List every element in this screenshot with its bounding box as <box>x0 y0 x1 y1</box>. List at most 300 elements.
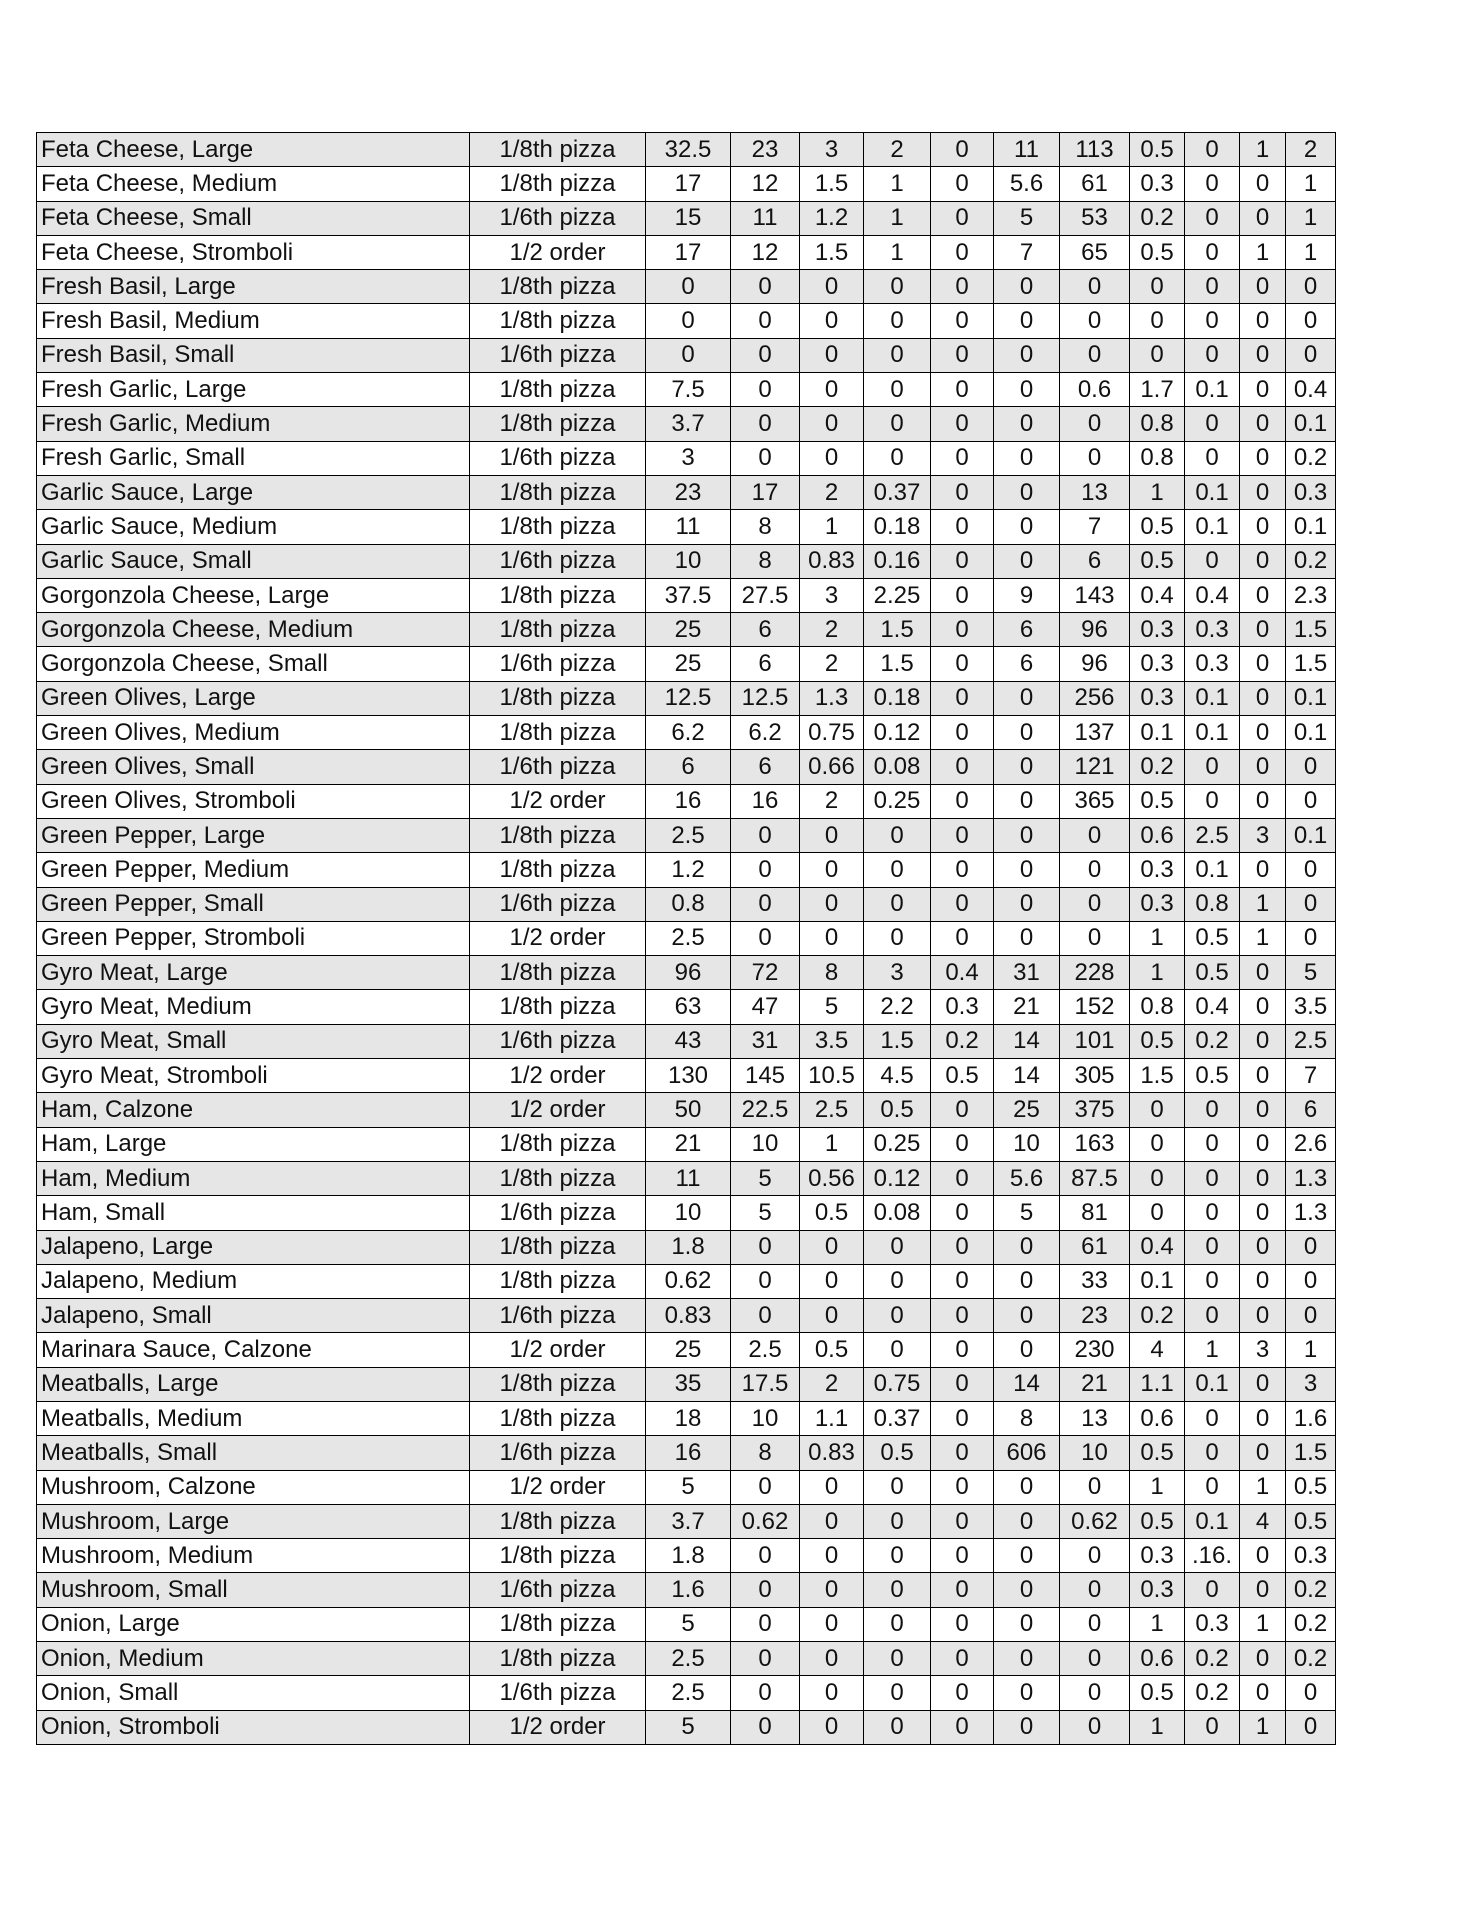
value-cell: 113 <box>1060 133 1130 167</box>
value-cell: 0 <box>1240 681 1286 715</box>
value-cell: 0 <box>864 1230 931 1264</box>
value-cell: 0 <box>864 1539 931 1573</box>
value-cell: 21 <box>646 1127 731 1161</box>
value-cell: 0 <box>931 235 994 269</box>
value-cell: 1 <box>1240 235 1286 269</box>
value-cell: 1 <box>1130 1710 1185 1744</box>
value-cell: 0 <box>931 1539 994 1573</box>
value-cell: 6.2 <box>731 716 800 750</box>
value-cell: 0 <box>1240 1642 1286 1676</box>
value-cell: 3 <box>1286 1367 1336 1401</box>
serving-size-cell: 1/8th pizza <box>470 1367 646 1401</box>
serving-size-cell: 1/8th pizza <box>470 1539 646 1573</box>
value-cell: 14 <box>994 1367 1060 1401</box>
value-cell: 96 <box>1060 647 1130 681</box>
value-cell: 0 <box>1060 1676 1130 1710</box>
value-cell: 0 <box>864 853 931 887</box>
value-cell: 0 <box>800 818 864 852</box>
item-name-cell: Green Pepper, Small <box>37 887 470 921</box>
serving-size-cell: 1/8th pizza <box>470 1401 646 1435</box>
value-cell: 0 <box>800 373 864 407</box>
table-row <box>37 921 1336 955</box>
value-cell: 0.5 <box>1130 1436 1185 1470</box>
value-cell: 5 <box>800 990 864 1024</box>
value-cell: 6 <box>1060 544 1130 578</box>
value-cell: 0 <box>864 407 931 441</box>
value-cell: 0 <box>994 887 1060 921</box>
value-cell: 0 <box>731 1642 800 1676</box>
table-body <box>37 133 1336 1745</box>
item-name-cell: Meatballs, Medium <box>37 1401 470 1435</box>
value-cell: 21 <box>994 990 1060 1024</box>
value-cell: 33 <box>1060 1264 1130 1298</box>
item-name-cell: Fresh Basil, Large <box>37 270 470 304</box>
value-cell: 65 <box>1060 235 1130 269</box>
value-cell: 0 <box>1130 1161 1185 1195</box>
value-cell: 0.4 <box>931 956 994 990</box>
value-cell: 0.5 <box>864 1436 931 1470</box>
table-row <box>37 201 1336 235</box>
value-cell: 0 <box>864 1470 931 1504</box>
value-cell: 0 <box>994 475 1060 509</box>
value-cell: 25 <box>646 647 731 681</box>
item-name-cell: Ham, Calzone <box>37 1093 470 1127</box>
table-row <box>37 1299 1336 1333</box>
value-cell: 0 <box>931 475 994 509</box>
value-cell: 0 <box>1060 270 1130 304</box>
value-cell: 0 <box>931 784 994 818</box>
value-cell: 10 <box>646 544 731 578</box>
table-row <box>37 818 1336 852</box>
value-cell: 12 <box>731 235 800 269</box>
value-cell: 10.5 <box>800 1059 864 1093</box>
value-cell: 0.75 <box>864 1367 931 1401</box>
value-cell: 21 <box>1060 1367 1130 1401</box>
value-cell: 0 <box>994 681 1060 715</box>
value-cell: 23 <box>731 133 800 167</box>
value-cell: 0.2 <box>1130 750 1185 784</box>
value-cell: 1.1 <box>800 1401 864 1435</box>
table-row <box>37 647 1336 681</box>
value-cell: 0 <box>1286 1676 1336 1710</box>
value-cell: 0.2 <box>1185 1676 1240 1710</box>
value-cell: 0 <box>864 1504 931 1538</box>
value-cell: 1 <box>1286 1333 1336 1367</box>
item-name-cell: Fresh Basil, Medium <box>37 304 470 338</box>
value-cell: 31 <box>994 956 1060 990</box>
item-name-cell: Mushroom, Calzone <box>37 1470 470 1504</box>
value-cell: 0 <box>994 373 1060 407</box>
table-row <box>37 1436 1336 1470</box>
value-cell: 27.5 <box>731 578 800 612</box>
table-row <box>37 1093 1336 1127</box>
value-cell: 0 <box>931 1161 994 1195</box>
value-cell: 2.25 <box>864 578 931 612</box>
value-cell: 5 <box>731 1196 800 1230</box>
value-cell: 0.3 <box>1130 1573 1185 1607</box>
value-cell: 0 <box>1185 441 1240 475</box>
value-cell: 5 <box>646 1710 731 1744</box>
value-cell: 0 <box>864 441 931 475</box>
table-row <box>37 681 1336 715</box>
value-cell: 0 <box>864 818 931 852</box>
item-name-cell: Mushroom, Small <box>37 1573 470 1607</box>
value-cell: 0 <box>931 510 994 544</box>
value-cell: 6 <box>994 613 1060 647</box>
value-cell: 0 <box>800 921 864 955</box>
serving-size-cell: 1/2 order <box>470 1059 646 1093</box>
serving-size-cell: 1/2 order <box>470 235 646 269</box>
serving-size-cell: 1/8th pizza <box>470 1161 646 1195</box>
serving-size-cell: 1/6th pizza <box>470 201 646 235</box>
value-cell: 0.4 <box>1185 578 1240 612</box>
value-cell: 0.6 <box>1130 818 1185 852</box>
value-cell: 0 <box>931 921 994 955</box>
value-cell: 10 <box>994 1127 1060 1161</box>
serving-size-cell: 1/8th pizza <box>470 407 646 441</box>
value-cell: 0 <box>1240 956 1286 990</box>
item-name-cell: Fresh Garlic, Large <box>37 373 470 407</box>
value-cell: 0 <box>1286 270 1336 304</box>
value-cell: 0.75 <box>800 716 864 750</box>
value-cell: 1.5 <box>864 1024 931 1058</box>
serving-size-cell: 1/8th pizza <box>470 133 646 167</box>
value-cell: 305 <box>1060 1059 1130 1093</box>
value-cell: 0.1 <box>1130 716 1185 750</box>
value-cell: 0 <box>731 853 800 887</box>
serving-size-cell: 1/6th pizza <box>470 750 646 784</box>
value-cell: 0 <box>931 1470 994 1504</box>
value-cell: 10 <box>731 1127 800 1161</box>
value-cell: 1 <box>1240 133 1286 167</box>
value-cell: 0 <box>731 1539 800 1573</box>
value-cell: 0 <box>800 441 864 475</box>
value-cell: 96 <box>1060 613 1130 647</box>
item-name-cell: Onion, Medium <box>37 1642 470 1676</box>
value-cell: 0 <box>1286 784 1336 818</box>
value-cell: 0 <box>1130 1196 1185 1230</box>
value-cell: 0.37 <box>864 475 931 509</box>
value-cell: 0.5 <box>864 1093 931 1127</box>
value-cell: 121 <box>1060 750 1130 784</box>
value-cell: 0 <box>931 373 994 407</box>
value-cell: 0.1 <box>1185 1367 1240 1401</box>
value-cell: 0 <box>931 647 994 681</box>
value-cell: 61 <box>1060 167 1130 201</box>
value-cell: 1 <box>1286 201 1336 235</box>
item-name-cell: Gyro Meat, Stromboli <box>37 1059 470 1093</box>
value-cell: 3 <box>1240 818 1286 852</box>
value-cell: 1 <box>1185 1333 1240 1367</box>
value-cell: 53 <box>1060 201 1130 235</box>
value-cell: 0.1 <box>1185 681 1240 715</box>
value-cell: 0 <box>731 1676 800 1710</box>
value-cell: 2.5 <box>1185 818 1240 852</box>
item-name-cell: Ham, Small <box>37 1196 470 1230</box>
serving-size-cell: 1/8th pizza <box>470 167 646 201</box>
value-cell: 0.37 <box>864 1401 931 1435</box>
value-cell: 0.4 <box>1130 578 1185 612</box>
value-cell: 0.3 <box>1130 613 1185 647</box>
table-row <box>37 1676 1336 1710</box>
value-cell: 0.2 <box>1286 544 1336 578</box>
value-cell: 2 <box>1286 133 1336 167</box>
value-cell: 0 <box>731 887 800 921</box>
value-cell: 0 <box>1240 1196 1286 1230</box>
value-cell: 0 <box>1185 201 1240 235</box>
value-cell: 0 <box>1240 1676 1286 1710</box>
value-cell: 0 <box>931 270 994 304</box>
serving-size-cell: 1/6th pizza <box>470 1299 646 1333</box>
value-cell: 96 <box>646 956 731 990</box>
value-cell: 0 <box>1060 818 1130 852</box>
value-cell: 0 <box>731 1710 800 1744</box>
serving-size-cell: 1/8th pizza <box>470 1504 646 1538</box>
value-cell: 25 <box>994 1093 1060 1127</box>
value-cell: 0.5 <box>1130 133 1185 167</box>
value-cell: 16 <box>646 1436 731 1470</box>
serving-size-cell: 1/8th pizza <box>470 818 646 852</box>
value-cell: 137 <box>1060 716 1130 750</box>
value-cell: 4.5 <box>864 1059 931 1093</box>
value-cell: 0 <box>1240 338 1286 372</box>
value-cell: 0 <box>1240 1573 1286 1607</box>
value-cell: 47 <box>731 990 800 1024</box>
value-cell: 0.4 <box>1185 990 1240 1024</box>
serving-size-cell: 1/6th pizza <box>470 1024 646 1058</box>
value-cell: 5 <box>994 201 1060 235</box>
value-cell: 0.2 <box>1286 1573 1336 1607</box>
value-cell: 0 <box>800 1607 864 1641</box>
value-cell: 0 <box>1060 441 1130 475</box>
value-cell: 365 <box>1060 784 1130 818</box>
value-cell: 0 <box>1130 270 1185 304</box>
item-name-cell: Feta Cheese, Stromboli <box>37 235 470 269</box>
table-row <box>37 441 1336 475</box>
item-name-cell: Ham, Medium <box>37 1161 470 1195</box>
value-cell: 1.3 <box>800 681 864 715</box>
value-cell: 0.8 <box>646 887 731 921</box>
value-cell: 0 <box>931 681 994 715</box>
value-cell: 0 <box>931 1401 994 1435</box>
value-cell: 0 <box>1060 1573 1130 1607</box>
value-cell: 0.62 <box>646 1264 731 1298</box>
item-name-cell: Marinara Sauce, Calzone <box>37 1333 470 1367</box>
value-cell: 2 <box>864 133 931 167</box>
value-cell: 0 <box>1060 1470 1130 1504</box>
value-cell: 2 <box>800 613 864 647</box>
value-cell: 2 <box>800 1367 864 1401</box>
value-cell: 0.5 <box>1286 1470 1336 1504</box>
value-cell: 0 <box>1240 1093 1286 1127</box>
value-cell: 0 <box>1185 1127 1240 1161</box>
value-cell: 11 <box>646 510 731 544</box>
value-cell: 0 <box>1185 1196 1240 1230</box>
value-cell: 0 <box>1185 784 1240 818</box>
item-name-cell: Green Olives, Large <box>37 681 470 715</box>
item-name-cell: Onion, Small <box>37 1676 470 1710</box>
value-cell: 0.5 <box>1130 1024 1185 1058</box>
serving-size-cell: 1/8th pizza <box>470 613 646 647</box>
value-cell: 22.5 <box>731 1093 800 1127</box>
value-cell: 0.1 <box>1185 475 1240 509</box>
table-row <box>37 544 1336 578</box>
value-cell: 1 <box>800 510 864 544</box>
value-cell: 0 <box>731 304 800 338</box>
value-cell: 3 <box>646 441 731 475</box>
serving-size-cell: 1/8th pizza <box>470 1230 646 1264</box>
value-cell: 0 <box>1185 1299 1240 1333</box>
nutrition-table <box>36 132 1336 1745</box>
value-cell: 0.6 <box>1130 1642 1185 1676</box>
value-cell: 0 <box>731 818 800 852</box>
value-cell: 0 <box>931 201 994 235</box>
value-cell: 1.5 <box>800 167 864 201</box>
value-cell: 0 <box>994 716 1060 750</box>
value-cell: 0 <box>931 1093 994 1127</box>
value-cell: 1 <box>1130 1607 1185 1641</box>
value-cell: 17 <box>646 235 731 269</box>
value-cell: 1.7 <box>1130 373 1185 407</box>
value-cell: 0.3 <box>1185 647 1240 681</box>
value-cell: 0 <box>1185 133 1240 167</box>
serving-size-cell: 1/6th pizza <box>470 1196 646 1230</box>
value-cell: 3.7 <box>646 1504 731 1538</box>
value-cell: 0 <box>1185 544 1240 578</box>
value-cell: 0 <box>1240 544 1286 578</box>
value-cell: 0 <box>1240 1161 1286 1195</box>
value-cell: 0 <box>931 1710 994 1744</box>
value-cell: 0.5 <box>1130 544 1185 578</box>
value-cell: 0 <box>731 373 800 407</box>
value-cell: 0.1 <box>1185 510 1240 544</box>
value-cell: 0.3 <box>1286 475 1336 509</box>
value-cell: 0 <box>800 1470 864 1504</box>
value-cell: 4 <box>1240 1504 1286 1538</box>
value-cell: 2.5 <box>800 1093 864 1127</box>
serving-size-cell: 1/6th pizza <box>470 441 646 475</box>
value-cell: 0.3 <box>1185 1607 1240 1641</box>
value-cell: 7 <box>1286 1059 1336 1093</box>
value-cell: 0 <box>731 1299 800 1333</box>
item-name-cell: Green Pepper, Stromboli <box>37 921 470 955</box>
value-cell: 25 <box>646 613 731 647</box>
value-cell: 0.5 <box>1185 956 1240 990</box>
value-cell: 0 <box>800 1504 864 1538</box>
value-cell: 0 <box>1185 270 1240 304</box>
item-name-cell: Ham, Large <box>37 1127 470 1161</box>
serving-size-cell: 1/2 order <box>470 1093 646 1127</box>
value-cell: 0 <box>1185 750 1240 784</box>
table-row <box>37 1127 1336 1161</box>
value-cell: 0 <box>994 338 1060 372</box>
value-cell: 18 <box>646 1401 731 1435</box>
value-cell: 0 <box>931 818 994 852</box>
value-cell: 1.5 <box>1286 647 1336 681</box>
value-cell: 0 <box>864 373 931 407</box>
table-row <box>37 750 1336 784</box>
value-cell: 81 <box>1060 1196 1130 1230</box>
value-cell: 31 <box>731 1024 800 1058</box>
value-cell: 0 <box>646 338 731 372</box>
value-cell: 0 <box>731 441 800 475</box>
value-cell: 0 <box>1240 167 1286 201</box>
value-cell: 0 <box>994 818 1060 852</box>
value-cell: 0 <box>1240 1264 1286 1298</box>
item-name-cell: Fresh Garlic, Medium <box>37 407 470 441</box>
table-row <box>37 270 1336 304</box>
value-cell: 0.1 <box>1286 716 1336 750</box>
value-cell: 1 <box>1130 475 1185 509</box>
item-name-cell: Green Pepper, Medium <box>37 853 470 887</box>
value-cell: 8 <box>731 544 800 578</box>
value-cell: 0 <box>931 1436 994 1470</box>
value-cell: 0.5 <box>931 1059 994 1093</box>
table-row <box>37 1642 1336 1676</box>
value-cell: 0.62 <box>731 1504 800 1538</box>
serving-size-cell: 1/2 order <box>470 1333 646 1367</box>
table-row <box>37 407 1336 441</box>
value-cell: 35 <box>646 1367 731 1401</box>
value-cell: 0 <box>931 853 994 887</box>
serving-size-cell: 1/8th pizza <box>470 578 646 612</box>
value-cell: 0 <box>931 133 994 167</box>
value-cell: 1.1 <box>1130 1367 1185 1401</box>
value-cell: 0.2 <box>1185 1642 1240 1676</box>
value-cell: 0.1 <box>1185 1504 1240 1538</box>
value-cell: 12 <box>731 167 800 201</box>
value-cell: 0 <box>864 1573 931 1607</box>
value-cell: 1 <box>1240 887 1286 921</box>
value-cell: 0 <box>1060 1539 1130 1573</box>
value-cell: 0 <box>864 1607 931 1641</box>
value-cell: 0 <box>1240 1299 1286 1333</box>
value-cell: 0 <box>1286 853 1336 887</box>
table-row <box>37 1161 1336 1195</box>
table-row <box>37 1230 1336 1264</box>
value-cell: 0 <box>1185 338 1240 372</box>
value-cell: 2 <box>800 784 864 818</box>
value-cell: 8 <box>731 1436 800 1470</box>
value-cell: 0.5 <box>1185 921 1240 955</box>
serving-size-cell: 1/6th pizza <box>470 1676 646 1710</box>
value-cell: 0.8 <box>1130 441 1185 475</box>
value-cell: 0 <box>1240 475 1286 509</box>
value-cell: 0.12 <box>864 716 931 750</box>
value-cell: 0 <box>731 1230 800 1264</box>
value-cell: 0.12 <box>864 1161 931 1195</box>
value-cell: 0 <box>1185 167 1240 201</box>
value-cell: 0 <box>931 1573 994 1607</box>
item-name-cell: Gyro Meat, Small <box>37 1024 470 1058</box>
value-cell: 23 <box>1060 1299 1130 1333</box>
value-cell: 3.5 <box>1286 990 1336 1024</box>
value-cell: 163 <box>1060 1127 1130 1161</box>
value-cell: 17 <box>731 475 800 509</box>
value-cell: 0.1 <box>1286 681 1336 715</box>
value-cell: 0 <box>994 304 1060 338</box>
value-cell: 0 <box>1240 304 1286 338</box>
value-cell: 0 <box>994 750 1060 784</box>
value-cell: 0 <box>994 270 1060 304</box>
value-cell: 6 <box>731 647 800 681</box>
value-cell: 0 <box>994 1230 1060 1264</box>
value-cell: 0 <box>1060 1607 1130 1641</box>
value-cell: 0 <box>994 784 1060 818</box>
item-name-cell: Green Pepper, Large <box>37 818 470 852</box>
value-cell: 143 <box>1060 578 1130 612</box>
value-cell: 0 <box>1130 338 1185 372</box>
